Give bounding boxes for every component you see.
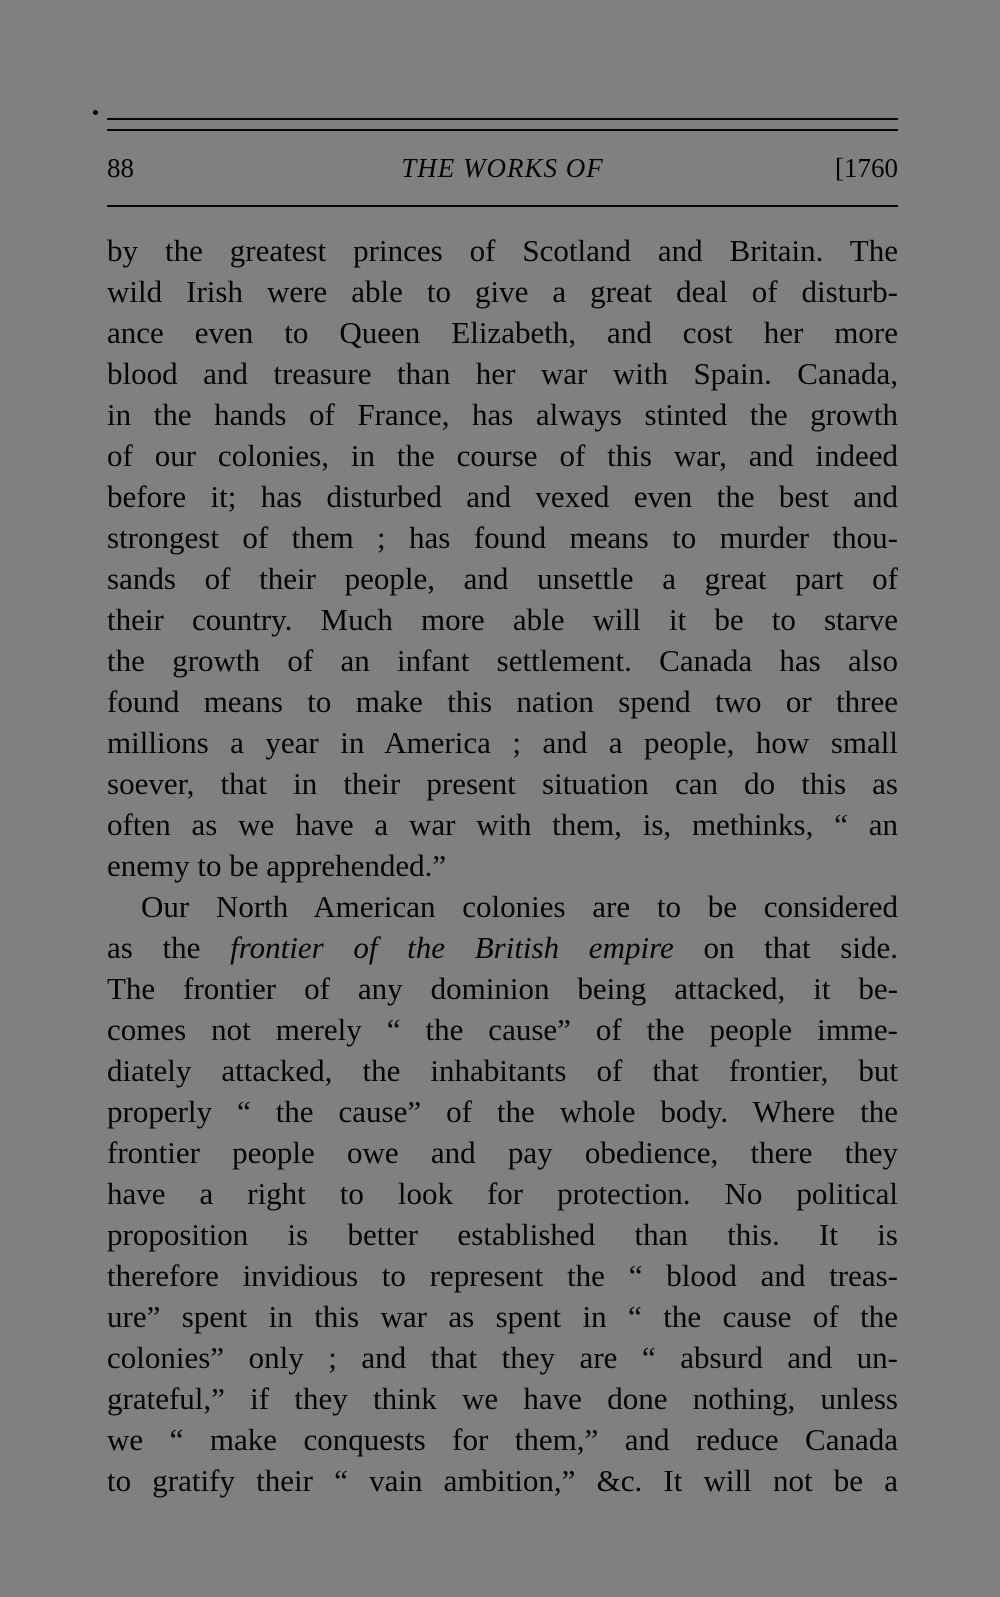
text-line: of our colonies, in the course of this war, and indeed	[107, 438, 898, 473]
text-line: therefore invidious to represent the “ blood and treas-	[107, 1258, 898, 1293]
running-head-title: THE WORKS OF	[401, 153, 604, 183]
page-number: 88	[107, 153, 134, 183]
text-line: strongest of them ; has found means to murder thou-	[107, 520, 898, 555]
text-line: properly “ the cause” of the whole body. Where the	[107, 1094, 898, 1129]
text-line: wild Irish were able to give a great deal of disturb-	[107, 274, 898, 309]
text-line: soever, that in their present situation can do this as	[107, 766, 898, 801]
text-line: sands of their people, and unsettle a great part of	[107, 561, 898, 596]
text-line: often as we have a war with them, is, methinks, “ an	[107, 807, 898, 842]
running-head	[107, 150, 898, 186]
text-line: blood and treasure than her war with Spain. Canada,	[107, 356, 898, 391]
text-line: ance even to Queen Elizabeth, and cost her more	[107, 315, 898, 350]
text-line: grateful,” if they think we have done nothing, unless	[107, 1381, 898, 1416]
text-line: diately attacked, the inhabitants of that frontier, but	[107, 1053, 898, 1088]
text-line: the growth of an infant settlement. Canada has also	[107, 643, 898, 678]
text-line: comes not merely “ the cause” of the people imme-	[107, 1012, 898, 1047]
text-line-with-italic	[107, 927, 898, 968]
text-line: frontier people owe and pay obedience, there they	[107, 1135, 898, 1170]
text-line: ure” spent in this war as spent in “ the cause of the	[107, 1299, 898, 1334]
header-rule-second	[107, 129, 898, 131]
text-segment: as the	[107, 930, 231, 965]
text-line: before it; has disturbed and vexed even the best and	[107, 479, 898, 514]
text-line: The frontier of any dominion being attacked, it be-	[107, 971, 898, 1006]
paragraph-start-line: Our North American colonies are to be considered	[141, 889, 898, 924]
margin-dot	[93, 110, 98, 115]
paragraph-end-line: enemy to be apprehended.”	[107, 848, 447, 883]
book-page	[107, 0, 898, 1597]
body-text	[107, 230, 898, 1501]
text-line: proposition is better established than this. It is	[107, 1217, 898, 1252]
running-head-year: [1760	[835, 153, 898, 183]
text-line: we “ make conquests for them,” and reduce Canada	[107, 1422, 898, 1457]
text-line: their country. Much more able will it be to starve	[107, 602, 898, 637]
text-line: have a right to look for protection. No political	[107, 1176, 898, 1211]
header-rule-top	[107, 118, 898, 120]
text-line: in the hands of France, has always stinted the growth	[107, 397, 898, 432]
text-line: to gratify their “ vain ambition,” &c. It will not be a	[107, 1463, 898, 1498]
text-segment: on that side.	[673, 930, 898, 965]
header-rule-bottom	[107, 205, 898, 207]
text-line: millions a year in America ; and a people, how small	[107, 725, 898, 760]
text-line: colonies” only ; and that they are “ absurd and un-	[107, 1340, 898, 1375]
text-line: by the greatest princes of Scotland and Britain. The	[107, 233, 898, 268]
text-line: found means to make this nation spend two or three	[107, 684, 898, 719]
italic-phrase: frontier of the British empire	[230, 930, 674, 965]
